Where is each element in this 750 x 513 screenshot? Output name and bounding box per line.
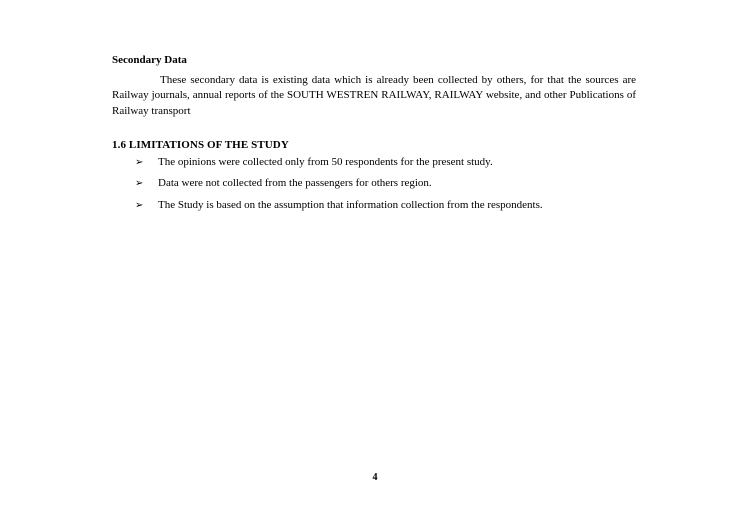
list-item: [112, 176, 636, 191]
arrowhead-bullet-icon: ➢: [135, 199, 144, 211]
arrowhead-bullet-icon: ➢: [135, 157, 144, 168]
list-item-text: Data were not collected from the passengers for others region.: [158, 177, 432, 190]
secondary-data-heading: Secondary Data: [112, 54, 187, 66]
limitations-heading: 1.6 LIMITATIONS OF THE STUDY: [112, 139, 289, 151]
secondary-data-paragraph: These secondary data is existing data which is already been collected by others, for that the sources are Railway journals, annual reports of the SOUTH WESTREN RAILWAY, RAILWAY website, and other Publications of Railway transport: [112, 74, 636, 117]
list-item-text: The opinions were collected only from 50 respondents for the present study.: [158, 156, 493, 168]
list-item: [112, 155, 636, 170]
list-item-text: The Study is based on the assumption that information collection from the respondents.: [158, 198, 543, 211]
page-number: 4: [372, 472, 378, 483]
arrowhead-bullet-icon: ➢: [135, 178, 144, 190]
list-item: [112, 198, 636, 213]
limitations-list: [112, 155, 636, 219]
